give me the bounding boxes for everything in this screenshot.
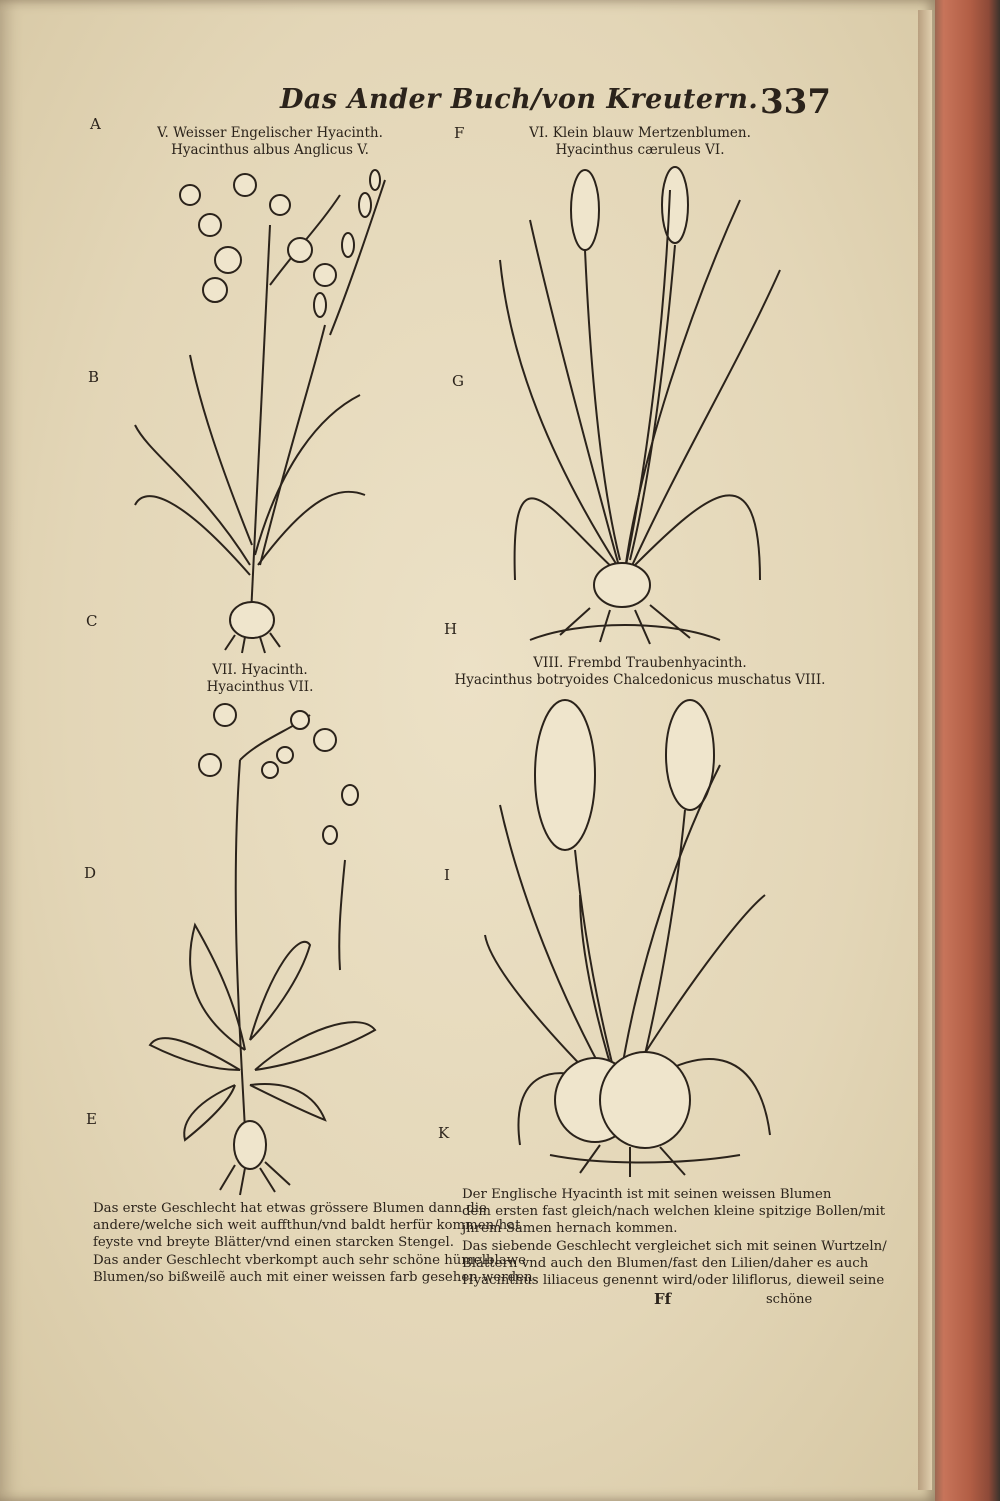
text-line: Das erste Geschlecht hat etwas grössere Blumen dann die	[93, 1201, 487, 1216]
figure-latin-name: Hyacinthus cæruleus VI.	[555, 142, 725, 158]
text-line: Das ander Geschlecht vberkompt auch sehr schöne hümelblawe	[93, 1252, 526, 1268]
description-text-right	[462, 1186, 887, 1289]
woodcut-small-blue-hyacinth	[490, 160, 790, 659]
figure-latin-name: Hyacinthus albus Anglicus V.	[171, 142, 369, 158]
figure-title: V. Weisser Engelischer Hyacinth.	[157, 125, 383, 141]
text-line: Blumen/so bißweilẽ auch mit einer weissen farb gesehen werden.	[93, 1269, 537, 1285]
book-page-edges	[925, 0, 1000, 1501]
margin-letter-k: K	[438, 1124, 450, 1142]
margin-letter-e: E	[86, 1110, 97, 1128]
figure-caption-6	[520, 125, 760, 159]
woodcut-foreign-grape-hyacinth	[480, 695, 790, 1184]
text-line: Der Englische Hyacinth ist mit seinen weissen Blumen	[462, 1187, 832, 1202]
figure-title: VII. Hyacinth.	[212, 662, 308, 678]
text-line: Hyacinthus liliaceus genennt wird/oder liliflorus, dieweil seine	[462, 1273, 885, 1289]
margin-letter-a: A	[90, 115, 101, 133]
figure-latin-name: Hyacinthus VII.	[206, 679, 314, 695]
running-title: Das Ander Buch/von Kreutern.	[280, 84, 759, 115]
text-line: dem ersten fast gleich/nach welchen kleine spitzige Bollen/mit	[462, 1204, 886, 1220]
figure-title: VI. Klein blauw Mertzenblumen.	[529, 125, 751, 141]
page-number: 337	[760, 82, 831, 122]
figure-title: VIII. Frembd Traubenhyacinth.	[533, 655, 747, 671]
signature-mark: Ff	[654, 1290, 672, 1308]
figure-caption-7	[160, 662, 360, 696]
margin-letter-g: G	[452, 372, 464, 390]
text-line: Das siebende Geschlecht vergleichet sich mit seinen Wurtzeln/	[462, 1238, 887, 1254]
figure-latin-name: Hyacinthus botryoides Chalcedonicus muschatus VIII.	[454, 672, 826, 688]
catchword: schöne	[766, 1292, 813, 1307]
woodcut-white-english-hyacinth	[120, 165, 420, 659]
text-line: Blättern vnd auch den Blumen/fast den Lilien/daher es auch	[462, 1255, 869, 1271]
figure-caption-8	[450, 655, 830, 689]
woodcut-hyacinth	[140, 700, 380, 1209]
page-gutter-shadow	[918, 10, 932, 1490]
text-line: jhrem Samen hernach kommen.	[462, 1221, 678, 1237]
text-line: andere/welche sich weit auffthun/vnd baldt herfür kommen/hat	[93, 1218, 521, 1234]
margin-letter-h: H	[444, 620, 458, 638]
margin-letter-b: B	[88, 368, 100, 386]
margin-letter-c: C	[86, 612, 98, 630]
margin-letter-d: D	[84, 864, 97, 882]
figure-caption-5	[150, 125, 390, 159]
text-line: feyste vnd breyte Blätter/vnd einen starcken Stengel.	[93, 1235, 454, 1251]
margin-letter-f: F	[454, 124, 465, 142]
margin-letter-i: I	[444, 866, 450, 884]
